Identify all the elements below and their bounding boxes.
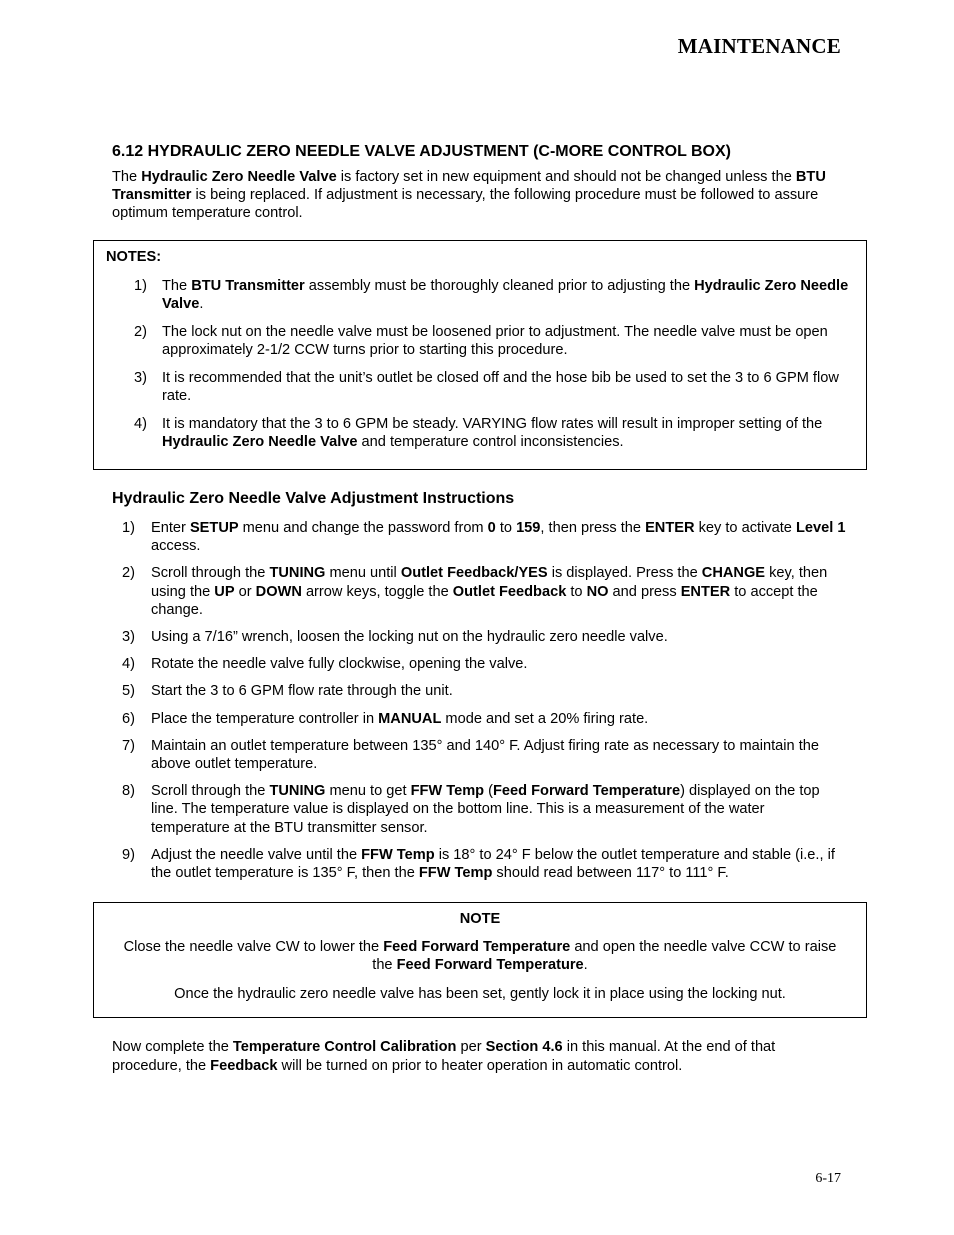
list-item: [122, 710, 847, 728]
list-item-text: It is mandatory that the 3 to 6 GPM be steady. VARYING flow rates will result in improper setting of the Hydraulic Zero Needle Valve and temperature control inconsistencies.: [162, 416, 823, 450]
list-item: [122, 564, 847, 619]
notes-list: [134, 277, 854, 461]
list-item-text: Scroll through the TUNING menu until Outlet Feedback/YES is displayed. Press the CHANGE key, then using the UP or DOWN arrow keys, toggle the Outlet Feedback to NO and press ENTER to accept the change.: [151, 565, 828, 618]
list-item-text: Place the temperature controller in MANUAL mode and set a 20% firing rate.: [151, 710, 649, 727]
notes-title: NOTES:: [106, 249, 162, 265]
notes-box: [93, 240, 867, 470]
list-item-text: Rotate the needle valve fully clockwise, opening the valve.: [151, 656, 528, 673]
list-item-number: 4): [122, 656, 135, 673]
list-item-text: Enter SETUP menu and change the password from 0 to 159, then press the ENTER key to activate Level 1 access.: [151, 520, 846, 555]
note-title: NOTE: [459, 911, 501, 927]
list-item-text: Using a 7/16” wrench, loosen the locking nut on the hydraulic zero needle valve.: [151, 629, 668, 646]
list-item-text: The lock nut on the needle valve must be loosened prior to adjustment. The needle valve must be open approximately 2-1/2 CCW turns prior to starting this procedure.: [162, 324, 828, 358]
list-item-number: 9): [122, 846, 135, 863]
list-item-text: It is recommended that the unit’s outlet be closed off and the hose bib be used to set the 3 to 6 GPM flow rate.: [162, 370, 839, 404]
list-item-text: Adjust the needle valve until the FFW Temp is 18° to 24° F below the outlet temperature and stable (i.e., if the outlet temperature is 135° F, then the FFW Temp should read between 117° to 111° F.: [151, 846, 835, 882]
intro-paragraph: The Hydraulic Zero Needle Valve is factory set in new equipment and should not be changed unless the BTU Transmitter is being replaced. If adjustment is necessary, the following procedure must be followed to assure optimum temperature control.: [112, 169, 826, 221]
list-item: [122, 519, 847, 555]
list-item: [134, 415, 854, 451]
page-number: 6-17: [815, 1171, 841, 1186]
list-item-number: 1): [122, 520, 135, 536]
list-item-number: 2): [122, 565, 135, 582]
list-item: [134, 369, 854, 405]
note-box: [93, 902, 867, 1018]
list-item: [134, 323, 854, 359]
list-item-number: 5): [122, 683, 135, 700]
list-item: [122, 846, 847, 882]
list-item: [122, 737, 847, 773]
list-item-number: 3): [122, 629, 135, 646]
list-item: [122, 782, 847, 837]
list-item-number: 2): [134, 324, 147, 340]
list-item-number: 1): [134, 278, 147, 294]
instructions-list: [122, 519, 847, 891]
closing-paragraph: Now complete the Temperature Control Calibration per Section 4.6 in this manual. At the end of that procedure, the Feedback will be turned on prior to heater operation in automatic control.: [112, 1039, 776, 1074]
list-item-text: Scroll through the TUNING menu to get FFW Temp (Feed Forward Temperature) displayed on the top line. The temperature value is displayed on the bottom line. This is a measurement of the water temperature at the BTU transmitter sensor.: [151, 783, 820, 836]
list-item: [122, 655, 847, 673]
list-item-text: Maintain an outlet temperature between 135° and 140° F. Adjust firing rate as necessary to maintain the above outlet temperature.: [151, 737, 819, 773]
section-title: 6.12 HYDRAULIC ZERO NEEDLE VALVE ADJUSTMENT (C-MORE CONTROL BOX): [112, 143, 731, 160]
list-item-number: 6): [122, 710, 135, 727]
instructions-title: Hydraulic Zero Needle Valve Adjustment Instructions: [112, 490, 515, 507]
list-item-text: Start the 3 to 6 GPM flow rate through the unit.: [151, 683, 453, 700]
list-item: [122, 682, 847, 700]
list-item: [122, 628, 847, 646]
list-item-number: 7): [122, 737, 135, 754]
list-item-text: The BTU Transmitter assembly must be thoroughly cleaned prior to adjusting the Hydraulic Zero Needle Valve.: [162, 278, 849, 312]
list-item-number: 4): [134, 416, 147, 432]
list-item: [134, 277, 854, 313]
list-item-number: 8): [122, 783, 135, 800]
note-paragraph-1: Close the needle valve CW to lower the Feed Forward Temperature and open the needle valve CCW to raise the Feed Forward Temperature.: [123, 939, 837, 973]
list-item-number: 3): [134, 370, 147, 386]
page-header: MAINTENANCE: [677, 34, 841, 58]
note-paragraph-2: Once the hydraulic zero needle valve has been set, gently lock it in place using the locking nut.: [174, 986, 786, 1002]
